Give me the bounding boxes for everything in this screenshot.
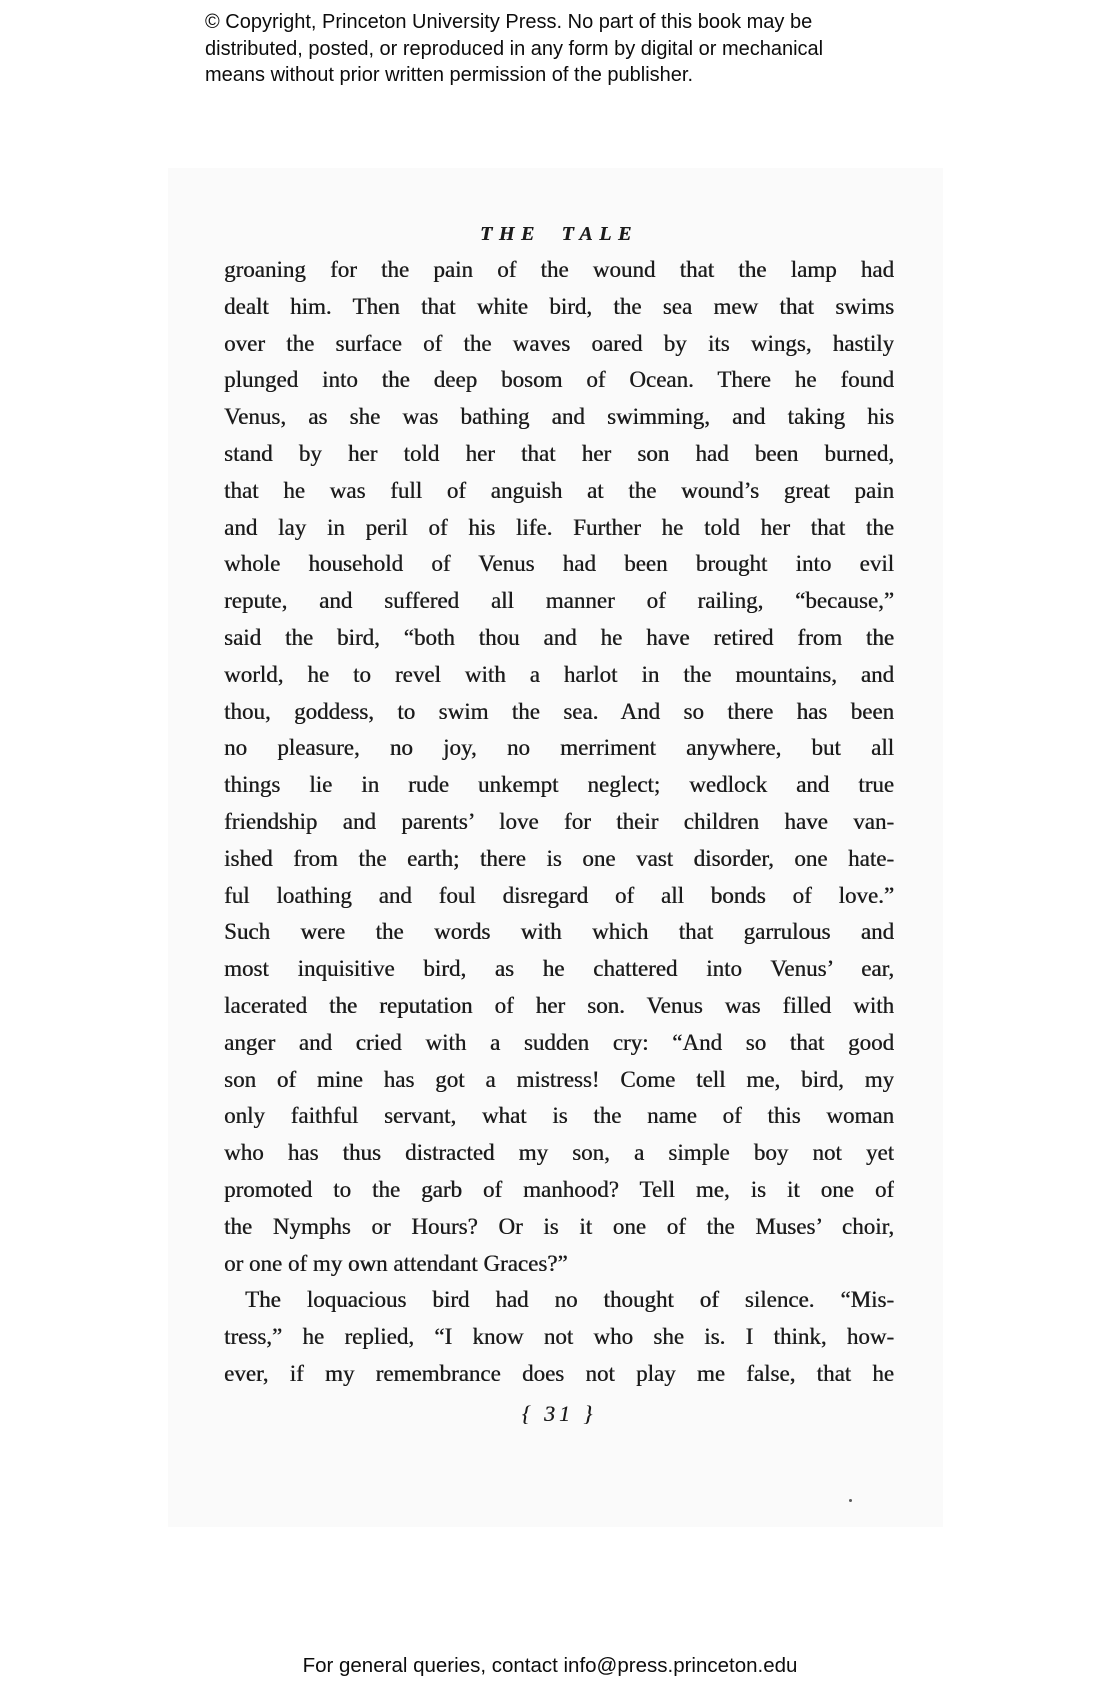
body-line: thou, goddess, to swim the sea. And so there has been — [224, 698, 894, 724]
body-line: ful loathing and foul disregard of all bonds of love.” — [224, 882, 894, 908]
body-line: Venus, as she was bathing and swimming, and taking his — [224, 404, 894, 430]
body-line: Such were the words with which that garrulous and — [224, 919, 894, 945]
body-line: no pleasure, no joy, no merriment anywhere, but all — [224, 735, 894, 761]
body-line: stand by her told her that her son had been burned, — [224, 440, 894, 466]
scanned-page — [168, 168, 943, 1527]
body-line: dealt him. Then that white bird, the sea mew that swims — [224, 293, 894, 319]
body-line: whole household of Venus had been brought into evil — [224, 551, 894, 577]
body-line: tress,” he replied, “I know not who she is. I think, how- — [224, 1324, 894, 1350]
page-number: { 31 } — [521, 1401, 597, 1426]
body-line: world, he to revel with a harlot in the mountains, and — [224, 661, 894, 687]
body-line: ever, if my remembrance does not play me false, that he — [224, 1360, 894, 1386]
body-line: most inquisitive bird, as he chattered into Venus’ ear, — [224, 956, 894, 982]
body-line: or one of my own attendant Graces?” — [224, 1250, 568, 1276]
body-text — [224, 252, 894, 1393]
body-line: said the bird, “both thou and he have retired from the — [224, 624, 894, 650]
body-line: promoted to the garb of manhood? Tell me, is it one of — [224, 1176, 894, 1202]
body-line: anger and cried with a sudden cry: “And so that good — [224, 1029, 894, 1055]
running-head: THE TALE — [480, 223, 638, 245]
copyright-line: © Copyright, Princeton University Press. No part of this book may be — [205, 11, 813, 33]
body-line: the Nymphs or Hours? Or is it one of the Muses’ choir, — [224, 1213, 894, 1239]
body-line: things lie in rude unkempt neglect; wedlock and true — [224, 772, 894, 798]
body-line: over the surface of the waves oared by its wings, hastily — [224, 330, 894, 356]
copyright-notice — [205, 9, 823, 89]
body-line: lacerated the reputation of her son. Venus was filled with — [224, 992, 894, 1018]
body-line: that he was full of anguish at the wound’s great pain — [224, 477, 894, 503]
body-line: friendship and parents’ love for their children have van- — [224, 808, 894, 834]
body-line: who has thus distracted my son, a simple boy not yet — [224, 1140, 894, 1166]
scan-artifact-dot — [849, 1499, 852, 1502]
body-line: son of mine has got a mistress! Come tell me, bird, my — [224, 1066, 894, 1092]
body-line: ished from the earth; there is one vast disorder, one hate- — [224, 845, 894, 871]
body-line: plunged into the deep bosom of Ocean. There he found — [224, 367, 894, 393]
body-line: repute, and suffered all manner of railing, “because,” — [224, 588, 894, 614]
body-line: groaning for the pain of the wound that the lamp had — [224, 257, 894, 282]
body-line: The loquacious bird had no thought of silence. “Mis- — [245, 1287, 894, 1313]
contact-footer: For general queries, contact info@press.princeton.edu — [302, 1654, 798, 1677]
copyright-line: means without prior written permission of the publisher. — [205, 64, 694, 86]
body-line: only faithful servant, what is the name of this woman — [224, 1103, 894, 1129]
body-line: and lay in peril of his life. Further he told her that the — [224, 514, 894, 540]
copyright-line: distributed, posted, or reproduced in any form by digital or mechanical — [205, 37, 824, 60]
